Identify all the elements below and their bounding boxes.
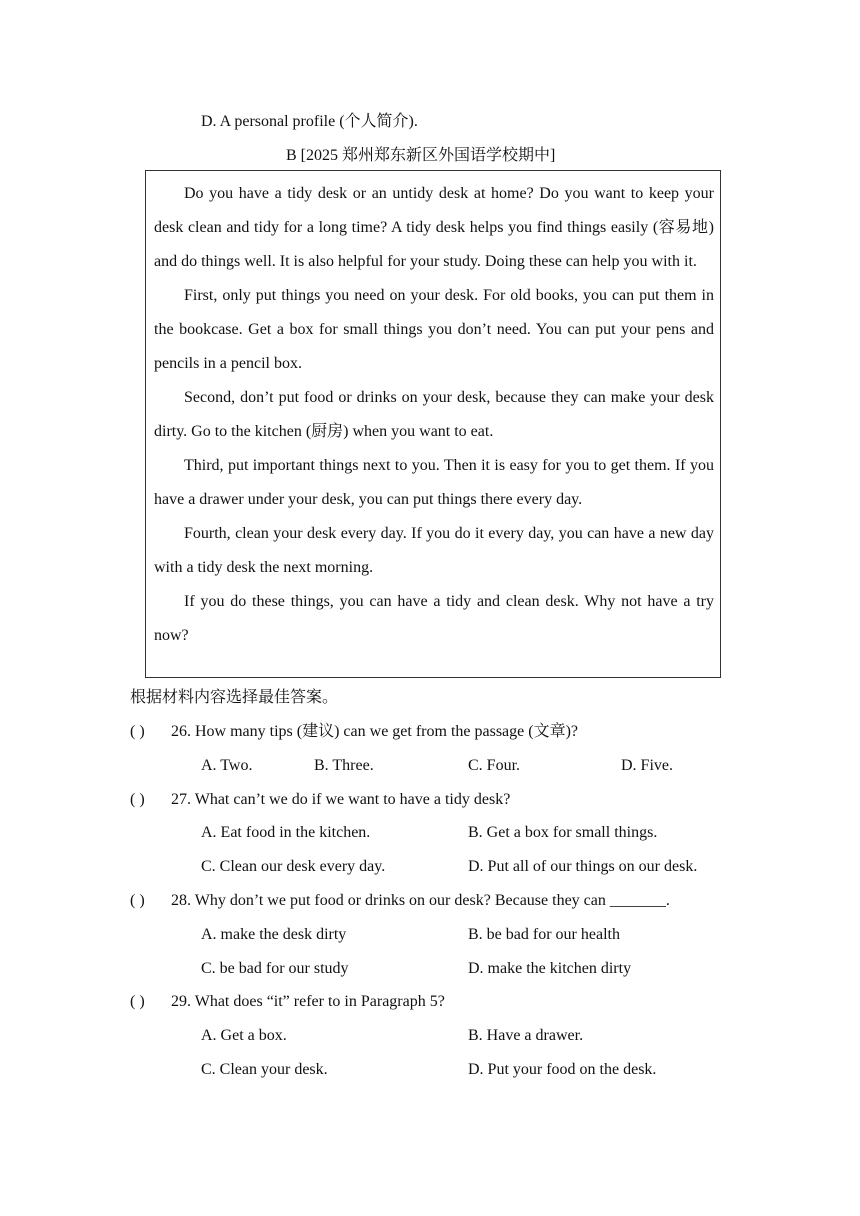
question-26-option-b[interactable]: B. Three. [314, 757, 374, 774]
question-27-option-d[interactable]: D. Put all of our things on our desk. [468, 858, 698, 875]
passage-paragraph-5: Fourth, clean your desk every day. If you do it every day, you can have a new day with a tidy desk the next morning. [154, 525, 714, 576]
passage-paragraph-6: If you do these things, you can have a tidy and clean desk. Why not have a try now? [154, 593, 714, 644]
passage-paragraph-4: Third, put important things next to you. Then it is easy for you to get them. If you have a drawer under your desk, you can put things there every day. [154, 457, 714, 508]
passage-paragraph-1: Do you have a tidy desk or an untidy desk at home? Do you want to keep your desk clean and tidy for a long time? A tidy desk helps you find things easily (容易地) and do things well. It is also helpful for your study. Doing these can help you with it. [154, 185, 714, 270]
question-26-option-a[interactable]: A. Two. [201, 757, 253, 774]
section-heading: B [2025 郑州郑东新区外国语学校期中] [286, 147, 556, 164]
question-29-text: 29. What does “it” refer to in Paragraph 5? [171, 993, 445, 1010]
question-26-option-c[interactable]: C. Four. [468, 757, 521, 774]
question-27-option-b[interactable]: B. Get a box for small things. [468, 824, 658, 841]
question-28-option-d[interactable]: D. make the kitchen dirty [468, 960, 632, 977]
question-28-text: 28. Why don’t we put food or drinks on our desk? Because they can _______. [171, 892, 670, 909]
instruction-text: 根据材料内容选择最佳答案。 [130, 689, 339, 706]
answer-blank-27[interactable]: ( ) [130, 791, 145, 808]
passage-paragraph-2: First, only put things you need on your desk. For old books, you can put them in the bookcase. Get a box for small things you don’t need. You can put your pens and pencils in a pencil box. [154, 287, 714, 372]
answer-blank-28[interactable]: ( ) [130, 892, 145, 909]
question-28-option-b[interactable]: B. be bad for our health [468, 926, 620, 943]
question-27-option-c[interactable]: C. Clean our desk every day. [201, 858, 386, 875]
question-29-option-a[interactable]: A. Get a box. [201, 1027, 287, 1044]
passage-paragraph-3: Second, don’t put food or drinks on your desk, because they can make your desk dirty. Go to the kitchen (厨房) when you want to eat. [154, 389, 714, 440]
question-28-option-a[interactable]: A. make the desk dirty [201, 926, 347, 943]
reading-passage-box [145, 170, 721, 678]
previous-option-d: D. A personal profile (个人简介). [201, 113, 418, 130]
answer-blank-26[interactable]: ( ) [130, 723, 145, 740]
question-29-option-c[interactable]: C. Clean your desk. [201, 1061, 328, 1078]
question-27-text: 27. What can’t we do if we want to have a tidy desk? [171, 791, 511, 808]
question-26-text: 26. How many tips (建议) can we get from the passage (文章)? [171, 723, 579, 740]
answer-blank-29[interactable]: ( ) [130, 993, 145, 1010]
question-29-option-b[interactable]: B. Have a drawer. [468, 1027, 584, 1044]
question-27-option-a[interactable]: A. Eat food in the kitchen. [201, 824, 371, 841]
question-28-option-c[interactable]: C. be bad for our study [201, 960, 349, 977]
question-29-option-d[interactable]: D. Put your food on the desk. [468, 1061, 657, 1078]
question-26-option-d[interactable]: D. Five. [621, 757, 673, 774]
